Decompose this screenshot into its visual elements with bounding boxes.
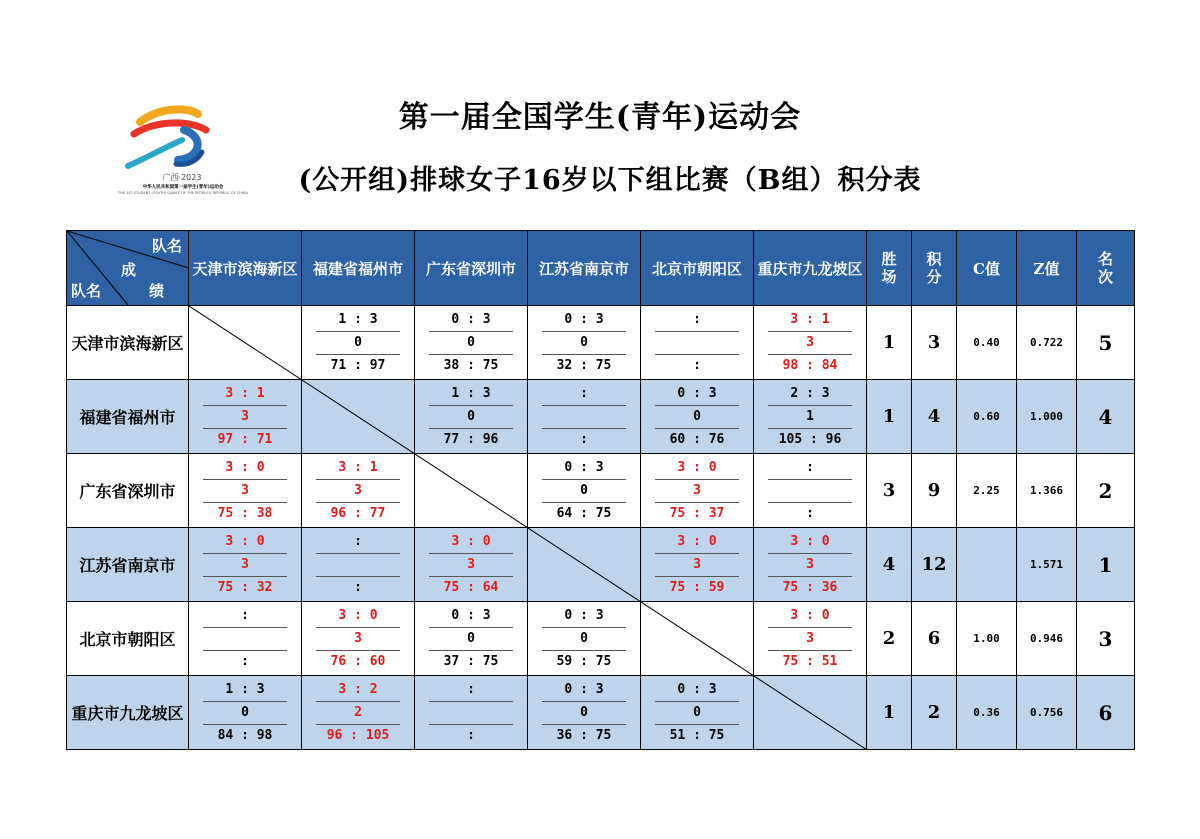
match-points [655,332,739,355]
row-team-name: 重庆市九龙坡区 [67,676,189,750]
row-team-name: 北京市朝阳区 [67,602,189,676]
set-score: 1 : 3 [429,383,513,406]
set-score: 0 : 3 [542,605,626,628]
logo-subtitle-cn: 中华人民共和国第一届学生(青年)运动会 [142,185,224,190]
match-result [316,531,400,599]
points-total: 2 [912,676,957,750]
diagonal-line [415,454,528,528]
match-result [768,383,852,451]
match-result [429,605,513,673]
match-points: 0 [655,702,739,725]
z-value: 1.571 [1017,528,1077,602]
diagonal-line [754,676,867,750]
match-result-cell [754,602,867,676]
corner-label-team-left: 队名 [71,282,102,300]
match-points: 0 [429,628,513,651]
set-score: 0 : 3 [655,679,739,702]
rank-value: 3 [1077,602,1135,676]
ball-score: : [467,727,475,743]
match-points: 3 [429,554,513,577]
c-value: 2.25 [957,454,1017,528]
table-row [67,676,1135,750]
col-header-team-5: 北京市朝阳区 [641,231,754,306]
match-result-cell [641,528,754,602]
ball-score: 75 : 51 [782,653,838,669]
ball-score: 96 : 105 [326,727,390,743]
set-score: 0 : 3 [655,383,739,406]
match-points: 2 [316,702,400,725]
match-result [542,383,626,451]
col-header-team-6: 重庆市九龙坡区 [754,231,867,306]
c-value [957,528,1017,602]
match-result [316,309,400,377]
match-result-cell [189,676,302,750]
match-result-cell [754,528,867,602]
set-score: 3 : 0 [655,531,739,554]
page-title: 第一届全国学生(青年)运动会 [398,100,802,135]
match-result [429,679,513,747]
table-row [67,454,1135,528]
match-result-cell [302,454,415,528]
match-points: 3 [655,554,739,577]
match-result-cell [189,454,302,528]
match-result-cell [641,454,754,528]
match-points: 3 [768,554,852,577]
match-result-cell [415,676,528,750]
match-points [203,628,287,651]
ball-score: : [580,431,588,447]
self-match-cell [415,454,528,528]
set-score: 0 : 3 [542,679,626,702]
wins-count: 2 [867,602,912,676]
match-result-cell [189,602,302,676]
match-points: 0 [203,702,287,725]
match-result-cell [302,306,415,380]
ball-score: 64 : 75 [556,505,612,521]
match-result-cell [189,528,302,602]
col-header-team-1: 天津市滨海新区 [189,231,302,306]
games-logo [118,100,258,205]
match-result-cell [754,306,867,380]
z-value: 1.366 [1017,454,1077,528]
col-header-points: 积 分 [912,231,957,306]
match-points: 3 [768,332,852,355]
match-result [655,531,739,599]
self-match-cell [754,676,867,750]
diagonal-line [302,380,415,454]
match-result-cell [754,380,867,454]
match-result [203,605,287,673]
set-score: : [316,531,400,554]
wins-count: 3 [867,454,912,528]
points-total: 4 [912,380,957,454]
match-result-cell [528,676,641,750]
match-points: 0 [542,702,626,725]
match-result [542,605,626,673]
match-points: 0 [316,332,400,355]
standings-table [66,230,1135,750]
match-result [429,309,513,377]
table-row [67,528,1135,602]
ball-score: 71 : 97 [330,357,386,373]
games-logo-emblem-icon [118,100,248,175]
rank-value: 4 [1077,380,1135,454]
match-result-cell [528,380,641,454]
match-result [542,309,626,377]
match-result [768,605,852,673]
set-score: 3 : 1 [203,383,287,406]
header-row [67,231,1135,306]
self-match-cell [189,306,302,380]
ball-score: 96 : 77 [330,505,386,521]
match-points: 3 [655,480,739,503]
ball-score: 32 : 75 [556,357,612,373]
c-value: 0.40 [957,306,1017,380]
set-score: 0 : 3 [542,457,626,480]
diagonal-line [189,306,302,380]
match-points [316,554,400,577]
rank-value: 6 [1077,676,1135,750]
corner-label-result-2: 绩 [149,282,165,300]
match-points [542,406,626,429]
c-value: 1.00 [957,602,1017,676]
match-result-cell [415,380,528,454]
wins-count: 1 [867,306,912,380]
match-points: 3 [768,628,852,651]
match-result-cell [528,602,641,676]
match-result [316,679,400,747]
match-points: 3 [203,406,287,429]
match-points: 0 [542,332,626,355]
rank-value: 1 [1077,528,1135,602]
wins-count: 4 [867,528,912,602]
z-value: 1.000 [1017,380,1077,454]
match-points [429,702,513,725]
set-score: 3 : 0 [203,531,287,554]
match-result-cell [302,602,415,676]
match-result-cell [641,306,754,380]
corner-header [67,231,189,306]
z-value: 0.756 [1017,676,1077,750]
set-score: 0 : 3 [542,309,626,332]
set-score: : [542,383,626,406]
c-value: 0.36 [957,676,1017,750]
match-result [429,531,513,599]
col-header-team-2: 福建省福州市 [302,231,415,306]
match-points: 0 [429,406,513,429]
match-result [203,383,287,451]
ball-score: 37 : 75 [443,653,499,669]
ball-score: 75 : 38 [217,505,273,521]
col-header-z-value: Z值 [1017,231,1077,306]
corner-label-result-1: 成 [121,261,137,279]
match-result [316,457,400,525]
set-score: : [768,457,852,480]
match-points: 0 [542,480,626,503]
points-total: 6 [912,602,957,676]
self-match-cell [302,380,415,454]
match-result [203,457,287,525]
match-result [768,309,852,377]
corner-label-team-top: 队名 [151,237,182,255]
page-subtitle: (公开组)排球女子16岁以下组比赛（B组）积分表 [298,165,922,196]
ball-score: 75 : 36 [782,579,838,595]
match-points: 3 [316,628,400,651]
set-score: 0 : 3 [429,605,513,628]
ball-score: 60 : 76 [669,431,725,447]
ball-score: 97 : 71 [217,431,273,447]
set-score: 3 : 1 [316,457,400,480]
row-team-name: 福建省福州市 [67,380,189,454]
match-result-cell [302,528,415,602]
rank-value: 5 [1077,306,1135,380]
set-score: 1 : 3 [316,309,400,332]
match-points: 3 [203,480,287,503]
z-value: 0.946 [1017,602,1077,676]
z-value: 0.722 [1017,306,1077,380]
match-result-cell [641,676,754,750]
match-points: 0 [542,628,626,651]
ball-score: 36 : 75 [556,727,612,743]
set-score: 3 : 0 [768,531,852,554]
ball-score: : [354,579,362,595]
ball-score: 75 : 37 [669,505,725,521]
set-score: : [655,309,739,332]
match-points: 0 [429,332,513,355]
ball-score: 84 : 98 [217,727,273,743]
ball-score: 75 : 64 [443,579,499,595]
set-score: 0 : 3 [429,309,513,332]
diagonal-line [528,528,641,602]
set-score: : [203,605,287,628]
col-header-rank: 名 次 [1077,231,1135,306]
match-result [768,531,852,599]
wins-count: 1 [867,380,912,454]
ball-score: 75 : 32 [217,579,273,595]
match-result-cell [754,454,867,528]
match-result-cell [415,306,528,380]
diagonal-line [641,602,754,676]
match-result-cell [415,528,528,602]
logo-subtitle-en: THE 1ST STUDENT (YOUTH) GAMES OF THE PEOPLE'S REPUBLIC OF CHINA [118,191,248,195]
ball-score: 105 : 96 [778,431,842,447]
self-match-cell [641,602,754,676]
points-total: 9 [912,454,957,528]
set-score: 1 : 3 [203,679,287,702]
match-result [542,679,626,747]
table-row [67,602,1135,676]
col-header-team-3: 广东省深圳市 [415,231,528,306]
row-team-name: 天津市滨海新区 [67,306,189,380]
ball-score: 76 : 60 [330,653,386,669]
set-score: 2 : 3 [768,383,852,406]
match-result [655,457,739,525]
match-result [768,457,852,525]
table-row [67,306,1135,380]
set-score: 3 : 0 [203,457,287,480]
col-header-c-value: C值 [957,231,1017,306]
ball-score: 38 : 75 [443,357,499,373]
col-header-team-4: 江苏省南京市 [528,231,641,306]
row-team-name: 江苏省南京市 [67,528,189,602]
ball-score: 75 : 59 [669,579,725,595]
match-points: 3 [203,554,287,577]
row-team-name: 广东省深圳市 [67,454,189,528]
set-score: 3 : 0 [655,457,739,480]
col-header-wins: 胜 场 [867,231,912,306]
ball-score: : [693,357,701,373]
wins-count: 1 [867,676,912,750]
table-row [67,380,1135,454]
match-result-cell [528,306,641,380]
c-value: 0.60 [957,380,1017,454]
match-points: 0 [655,406,739,429]
match-result [655,309,739,377]
set-score: 3 : 2 [316,679,400,702]
match-result [429,383,513,451]
ball-score: 98 : 84 [782,357,838,373]
match-result-cell [528,454,641,528]
set-score: : [429,679,513,702]
rank-value: 2 [1077,454,1135,528]
match-result-cell [641,380,754,454]
points-total: 12 [912,528,957,602]
match-result [203,679,287,747]
match-result-cell [302,676,415,750]
set-score: 3 : 0 [768,605,852,628]
match-result [542,457,626,525]
match-points: 1 [768,406,852,429]
set-score: 3 : 0 [316,605,400,628]
ball-score: : [241,653,249,669]
logo-year: 广西·2023 [162,173,202,182]
ball-score: : [806,505,814,521]
ball-score: 77 : 96 [443,431,499,447]
ball-score: 59 : 75 [556,653,612,669]
match-result [316,605,400,673]
match-points: 3 [316,480,400,503]
match-points [768,480,852,503]
set-score: 3 : 0 [429,531,513,554]
match-result [203,531,287,599]
ball-score: 51 : 75 [669,727,725,743]
self-match-cell [528,528,641,602]
set-score: 3 : 1 [768,309,852,332]
points-total: 3 [912,306,957,380]
match-result-cell [415,602,528,676]
match-result [655,383,739,451]
match-result [655,679,739,747]
match-result-cell [189,380,302,454]
